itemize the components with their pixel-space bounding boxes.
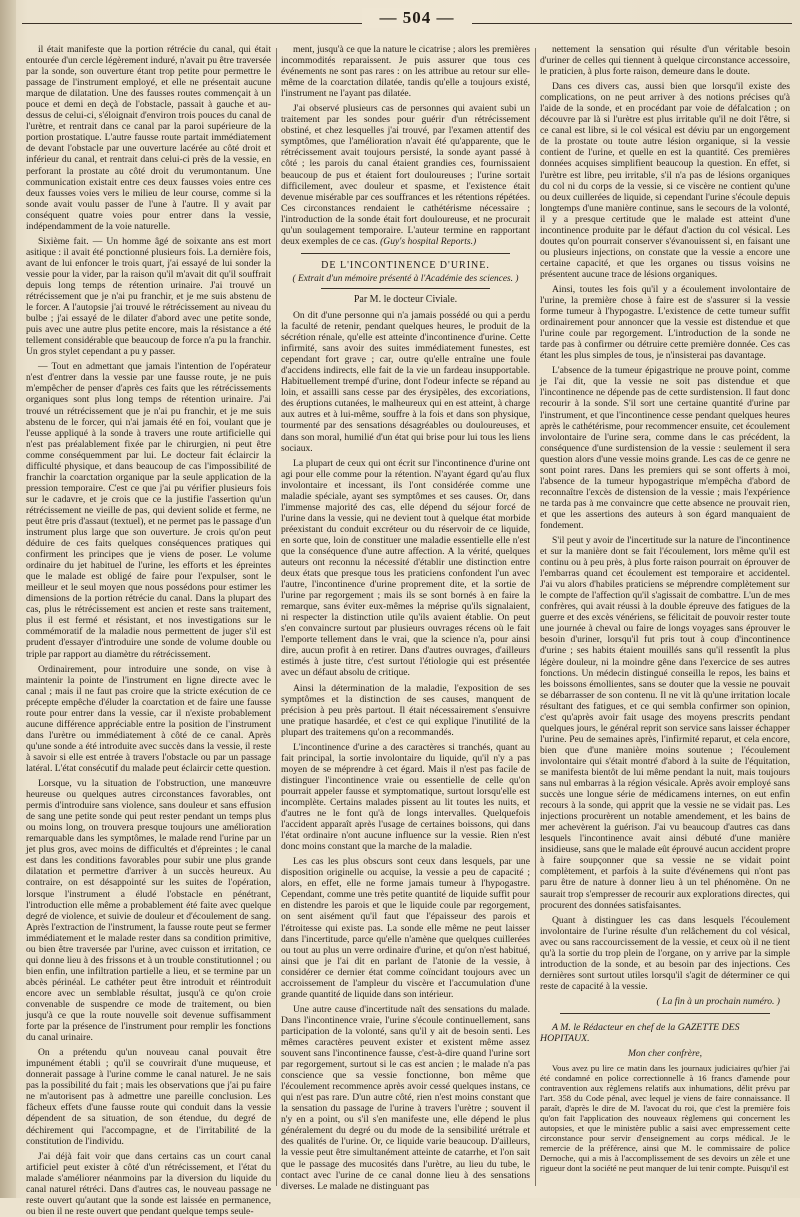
paragraph: nettement la sensation qui résulte d'un véritable besoin d'uriner de celles qui tiennent à quelque circonstance accessoire, le praticien, à plus forte raison, demeure dans le doute. [540,44,790,78]
paragraph: — Tout en admettant que jamais l'intention de l'opérateur n'est d'entrer dans la vessie par une fausse route, je ne puis m'empêcher de penser d'après ces faits que les rétrécissements organiques sont plus long temps de rétention urinaire. J'ai trouvé un rétrécissement que je n'ai pu franchir, et je me suis abstenu de le forcer, qui n'ai jamais été en foi, voulant que je l'eusse appliqué à la sonde à travers une route artificielle qui n'est pas préalablement fixée par le chirurgien, ni peut être comme conséquemment par lui. Le docteur fait éclaircir la difficulté physique, et dans beaucoup de cas l'impossibilité de franchir la coarctation organique par la seule application de la pression temporaire. C'est ce que j'ai pu vérifier plusieurs fois sur le cadavre, et je crois que ce la justifie l'assertion qu'un rétrécissement ne vieille de pas, qui devient solide et ferme, ne peut être pris d'assaut (textuel), et ne permet pas le passage d'un instrument plus large que son ouverture. Je crois qu'on peut déduire de ces faits quelques conséquences pratiques qui confirment les principes que je viens de poser. Le volume ordinaire du jet habituel de l'urine, les efforts et les épreintes que le malade est obligé de faire pour l'expulser, sont le meilleur et le seul moyen que nous possédons pour estimer les dimensions de la portion rétrécie du canal. Dans la plupart des cas, plus le rétrécissement est ancien et reste sans traitement, plus il est fermé et résistant, et nos investigations sur le commémoratif de la maladie nous permettent de juger s'il est prudent d'essayer d'introduire une sonde de volume double ou triple par rapport au diamètre du rétrécissement. [26,361,271,660]
article-separator [301,253,510,254]
title-rule [321,288,490,289]
paragraph: Sixième fait. — Un homme âgé de soixante ans est mort asitique : il avait été ponctionné plusieurs fois. La dernière fois, avant de lui enfoncer le trois quart, j'ai essayé de lui sonder la vessie pour la vider, par la raison qu'il m'avait dit qu'il souffrait depuis long temps de rétention urinaire. J'ai trouvé un rétrécissement que je n'ai pu franchir, et je me suis abstenu de le forcer. A l'autopsie j'ai trouvé le rétrécissement au niveau du bulbe ; j'ai essayé de le dilater d'abord avec une petite sonde, puis avec une autre plus petite encore, mais la résistance a été tellement considérable que beaucoup de force n'a pu la franchir. Un gros stylet cependant a pu y passer. [26,235,271,358]
continuation-note: ( La fin à un prochain numéro. ) [656,995,780,1007]
paragraph-text: J'ai observé plusieurs cas de personnes qui avaient subi un traitement par les sondes pour guérir d'un rétrécissement obstiné, et chez lesquelles j'ai trouvé, par l'examen attentif des symptômes, que l'amélioration n'avait été qu'apparente, que le rétrécissement avait toujours persisté, la sonde ayant passé à côté ; les parois du canal étaient grandies ces, fournissaient beaucoup de pus et étaient fort douloureuses ; l'urine sortait difficilement, avec douleur et spasme, et l'existence était devenue misérable par ces souffrances et les rétentions répétées. Ces circonstances rendaient le cathétérisme nécessaire ; l'introduction de la sonde était fort douloureuse, et ne procurait qu'un soulagement temporaire. L'auteur termine en rapportant deux exemples de ce cas. [281,103,530,247]
article-author: Par M. le docteur Civiale. [353,293,458,305]
paragraph: On dit d'une personne qui n'a jamais possédé ou qui a perdu la faculté de retenir, pendant quelques heures, le produit de la sécrétion rénale, qu'elle est atteinte d'incontinence d'urine. Cette infirmité, sans avoir des suites immédiatement funestes, est cependant fort grave ; car, outre qu'elle entraîne une foule d'accidens indirects, elle fait de la vie un fardeau insupportable. Habituellement trempé d'urine, dont l'odeur infecte se répand au loin, et assailli sans cesse par des érysipèles, des excoriations, des éruptions cutanées, le malheureux qui en est atteint, à charge aux autres et à lui-même, souffre à la fois et dans son physique, tourmenté par des sensations désagréables ou douloureuses, et dans son moral, humilié d'un état qui brise pour lui tous les liens sociaux. [281,309,530,454]
source-citation: (Guy's hospital Reports.) [380,235,477,247]
paragraph: Vous avez pu lire ce matin dans les journaux judiciaires qu'hier j'ai été condamné en police correctionnelle à 16 francs d'amende pour contravention aux règlemens relatifs aux inhumations, délit prévu par l'art. 358 du Code pénal, avec lequel je viens de faire connaissance. Il paraît, d'après le dire de M. l'avocat du roi, que c'est la première fois qu'on fait l'application des nouveaux règlemens qui concernent les autopsies, et que le ministère public a saisi avec empressement cette circonstance pour servir d'enseignement au corps médical. Je le remercie de la préférence, ainsi que M. le commissaire de police Dernoche, qui a mis à l'accomplissement de ses devoirs un zèle et une rigueur dont la société ne peut manquer de lui tenir compte. Puisqu'il est [540,1063,790,1174]
paragraph: L'absence de la tumeur épigastrique ne prouve point, comme je l'ai dit, que la vessie ne soit pas distendue et que l'incontinence ne dépende pas de cette surdistension. Il faut donc recourir à la sonde. S'il sort une certaine quantité d'urine par l'instrument, et que l'incontinence cesse pendant quelques heures après le cathétérisme, pour recommencer ensuite, cet écoulement involontaire de l'urine sera, comme dans le cas précédent, la conséquence d'une surdistension de la vessie : seulement il sera question alors d'une vessie moins grande. Les cas de ce genre ne sont point rares. Dans les premiers qui se sont offerts à moi, l'absence de la tumeur hypogastrique m'empêcha d'abord de reconnaître l'excès de distension de la vessie ; mais l'expérience ne tarda pas à me convaincre que cette absence ne prouvait rien, et que les assertions des auteurs à son égard manquaient de fondement. [540,365,790,531]
paragraph: ment, jusqu'à ce que la nature le cicatrise ; alors les premières incommodités reparaissent. Je puis assurer que tous ces événements ne sont pas rares : on les attribue au retour sur elle-même de la coarctation dilatée, tandis qu'elle a toujours existé, l'instrument ne l'ayant pas dilatée. [281,44,530,100]
paragraph: L'incontinence d'urine a des caractères si tranchés, quant au fait principal, la sortie involontaire du liquide, qu'il n'y a pas moyen de se méprendre à cet égard. Mais il n'est pas facile de distinguer l'incontinence vraie ou essentielle de celle qu'on pourrait appeler fausse et symptomatique, surtout lorsqu'elle est incomplète. Certains malades pissent au lit toutes les nuits, et d'autres ne le font qu'à de longs intervalles. Quelquefois l'accident apparaît après l'usage de certaines boissons, qui dans l'état ordinaire n'ont aucune influence sur la vessie. Rien n'est donc moins constant que la marche de la maladie. [281,741,530,853]
column-3 [540,44,790,1189]
paragraph: Ordinairement, pour introduire une sonde, on vise à maintenir la pointe de l'instrument en ligne directe avec le canal ; mais il ne faut pas croire que la stricte exécution de ce précepte empêche d'éluder la coarctation et de faire une fausse route pour entrer dans la vessie, car il n'existe probablement aucune différence appréciable entre la position de l'instrument dans l'urètre ou immédiatement à côté de ce canal. Après qu'une sonde a été introduite avec succès dans la vessie, il reste à savoir si elle est entrée à travers l'obstacle ou par un passage latéral. L'état consécutif du malade peut éclaircir cette question. [26,663,271,774]
article-title: DE L'INCONTINENCE D'URINE. [321,259,490,271]
page-binding-edge [0,0,16,1198]
page-header [22,6,792,40]
paragraph: Dans ces divers cas, aussi bien que lorsqu'il existe des complications, on ne peut arriver à des notions précises qu'à l'aide de la sonde, et en procédant par voie de défalcation ; on découvre par là si l'urètre est plus irritable qu'il ne doit l'être, si ce canal est libre, si le col vésical est déviu par un engorgement de la prostate ou toute autre lésion organique, si la vessie contient de l'urine, et quelle en est la quantité. Ces premières données acquises simplifient beaucoup la question. En effet, si l'urètre est libre, peu irritable, s'il n'a pas de lésions organiques du col ni du corps de la vessie, si ce viscère ne contient qu'une ou deux cuillerées de liquide, si cependant l'urine s'écoule depuis longtemps d'une manière continue, sans le secours de la volonté, il y a presque certitude que le malade est atteint d'une incontinence produite par le défaut d'action du col vésical. Les doutes qu'on pourrait conserver s'évanouissent si, en faisant une ou plusieurs injections, on constate que la vessie a encore une certaine capacité, et que les organes ou tissus voisins ne présentent aucune trace de lésions organiques. [540,81,790,280]
letter-salutation: Mon cher confrère, [628,1048,702,1060]
page-number: — 504 — [362,8,472,28]
paragraph: il était manifeste que la portion rétrécie du canal, qui était entourée d'un cercle légèrement induré, n'avait pu être traversée par la sonde, son ouverture étant trop petite pour permettre le passage de l'instrument employé, et elle ne présentait aucune marque de dilatation. Une des fausses routes commençait à un pouce et demi en deçà de l'obstacle, passait à gauche et au-dessus de celui-ci, s'éloignait d'environ trois pouces du canal de l'urètre, et rentrait dans ce canal par la paroi supérieure de la portion prostatique. L'autre fausse route partait immédiatement de devant l'obstacle par une ouverture lacérée au côté droit et inférieur du canal, et rentrait dans celui-ci près de la vessie, en perforant la prostate au côté droit du verumontanum. Une communication existait entre ces deux fausses voies entre ces deux fausses voies vers le milieu de leur course, comme si la sonde avait voulu passer de l'une à l'autre. Il y avait par conséquent quatre voies pour entrer dans la vessie, indépendamment de la voie naturelle. [26,44,271,232]
paragraph: Ainsi la détermination de la maladie, l'exposition de ses symptômes et la distinction de ses causes, manquent de précision à peu près partout. Il était nécessairement s'ensuivre une pratique hasardée, et c'est ce qui explique l'inutilité de la plupart des traitemens qu'on a recommandés. [281,682,530,738]
column-divider-2 [535,48,536,1186]
paragraph: Lorsque, vu la situation de l'obstruction, une manœuvre heureuse ou quelques autres circonstances favorables, ont permis d'introduire sans violence, sans douleur et sans effusion de sang une petite sonde qui peut rester pendant un temps plus ou moins long, on trouvera presque toujours une amélioration remarquable dans les symptômes, le malade rend l'urine par un jet plus gros, avec moins de difficultés et d'épreintes ; le canal est dans les conditions favorables pour subir une plus grande dilatation et permettre d'arriver à un succès heureux. Au contraire, on est désappointé sur les suites de l'opération, lorsque l'instrument a éludé l'obstacle en pénétrant, l'introduction elle même a probablement été faite avec quelque degré de violence, et suivie de douleur et d'écoulement de sang. Après l'extraction de l'instrument, la fausse route peut se fermer immédiatement et le malade rester dans sa condition primitive, ou bien être traversée par l'urine, avec cuisson et irritation, ce qui donne lieu à des frissons et à un trouble constitutionnel ; ou bien enfin, une infiltration partielle a lieu, et se termine par un abcès périnéal. Le cathéter peut être introduit et réintroduit encore avec un semblable résultat, jusqu'à ce qu'on croie convenable de suspendre ce mode de traitement, ou bien jusqu'à ce que la route nouvelle soit devenue suffisamment forte par la présence de l'instrument pour remplir les fonctions du canal urinaire. [26,778,271,1044]
paragraph: On a prétendu qu'un nouveau canal pouvait être impunément établi ; qu'il se couvrirait d'une muqueuse, et donnerait passage à l'urine comme le canal naturel. Je ne sais pas la possibilité du fait ; mais les observations que j'ai pu faire ne m'autorisent pas à admettre une pareille conclusion. Les fâcheux effets d'une fausse route qui conduit dans la vessie dépendent de sa situation, de son étendue, du degré de déchirement qui l'accompagne, et de l'irritabilité de la constitution de l'individu. [26,1047,271,1147]
column-divider-1 [276,48,277,1186]
paragraph [281,103,530,247]
paragraph: S'il peut y avoir de l'incertitude sur la nature de l'incontinence et sur la manière dont se fait l'écoulement, lors même qu'il est continu ou à peu près, à plus forte raison pourrait on éprouver de l'embarras quand cet écoulement est temporaire et accidentel. J'ai vu alors d'habiles praticiens se méprendre complètement sur le compte de l'affection qu'il s'agissait de combattre. L'un de mes confrères, qui avait réussi à la double épreuve des fatigues de la guerre et des excès vénériens, se félicitait de pouvoir rester toute une journée à cheval ou faire de longs voyages sans éprouver le besoin d'uriner, lorsqu'il fut pris tout à coup d'incontinence d'urine ; ses habits étaient mouillés sans qu'il ressentît la plus légère douleur, ni la moindre gêne dans l'exercice de ses autres fonctions. Un médecin distingué conseilla le repos, les bains et les boissons émollientes, sans se douter que la vessie ne pouvait se débarrasser de son contenu. Il ne vit là qu'une irritation locale résultant des fatigues, et ce qui sembla confirmer son opinion, c'est qu'après avoir fait usage des moyens prescrits pendant quelques jours, le général reprit son service sans laisser échapper l'urine. Peu de semaines après, l'infirmité reparut, et cela encore, bien que d'une manière moins soutenue ; l'écoulement involontaire qui s'était montré d'abord à la suite de l'équitation, se manifesta bientôt de lui même pendant la nuit, mais toujours sans nul embarras à la région vésicale. Après avoir employé sans succès une longue série de médicamens internes, on eut enfin recours à la sonde, qui apprit que la vessie ne se vidait pas. Les injections procurèrent un notable amendement, et les bains de mer achevèrent la guérison. J'ai vu beaucoup d'autres cas dans lesquels l'incontinence avait ainsi débuté d'une manière insidieuse, sans que le malade eût éprouvé aucun accident propre à faire soupçonner que sa vessie ne se vidait point complètement, et parfois à la suite d'événemens qui n'ont pas paru être de nature à donner lieu à un tel phénomène. On ne saurait trop s'empresser de recourir aux explorations directes, qui procurent des données satisfaisantes. [540,535,790,911]
paragraph: Quant à distinguer les cas dans lesquels l'écoulement involontaire de l'urine résulte d'un relâchement du col vésical, avec ou sans raccourcissement de la vessie, et ceux où il ne tient qu'à la sortie du trop plein de l'organe, on y arrive par la simple introduction de la sonde, et au besoin par des injections. Ces dernières sont surtout utiles lorsqu'il s'agit de déterminer ce qui reste de capacité à la vessie. [540,914,790,992]
paragraph: Ainsi, toutes les fois qu'il y a écoulement involontaire de l'urine, la première chose à faire est de s'assurer si la vessie forme tumeur à l'hypogastre. L'existence de cette tumeur suffit ordinairement pour annoncer que la vessie est distendue et que l'urine coule par regorgement. L'introduction de la sonde ne tarde pas à confirmer ou détruire cette première donnée. Ces cas étant les plus simples de tous, je n'insisterai pas davantage. [540,283,790,362]
column-1 [26,44,271,1217]
paragraph: Les cas les plus obscurs sont ceux dans lesquels, par une disposition originelle ou acquise, la vessie a peu de capacité ; alors, en effet, elle ne forme jamais tumeur à l'hypogastre. Cependant, comme une très petite quantité de liquide suffit pour en distendre les parois et que le liquide coule par regorgement, on sent aisément qu'il faut que l'épaisseur des parois et l'étroitesse qui existe pas. La sonde elle même ne peut laisser dans l'incertitude, parce qu'elle n'amène que quelques cuillerées ou tout au plus un verre ordinaire d'urine, et qu'on n'est habitué, ainsi que je l'ai dit en parlant de l'atonie de la vessie, à considérer ce dernier état comme coïncidant toujours avec un accroissement de l'ampleur du viscère et l'accumulation d'une grande quantité de liquide dans son intérieur. [281,856,530,1000]
paragraph: La plupart de ceux qui ont écrit sur l'incontinence d'urine ont agi pour elle comme pour la rétention. N'ayant égard qu'au flux involontaire et incessant, ils l'ont considérée comme une maladie spéciale, ayant ses symptômes et ses causes. Or, dans l'immense majorité des cas, elle dépend du séjour forcé de l'urine dans la vessie, qui ne devient tout à quelque état morbide préexistant du conduit excréteur ou du réservoir de ce liquide, en sorte que, loin de constituer une maladie essentielle elle n'est que la conséquence d'une autre affection. A la vérité, quelques auteurs ont reconnu la nécessité d'établir une distinction entre deux états que presque tous les praticiens confondent l'un avec l'autre, l'incontinence d'urine proprement dite, et la sortie de l'urine par regorgement ; mais ils se sont bornés à en faire la remarque, sans éviter eux-mêmes la méprise qu'ils signalaient, ni respecter la distinction utile qu'ils avaient établie. On peut s'en convaincre surtout par plusieurs ouvrages récens où le fait l'emporte tellement dans le vrai, que la science n'a, pour ainsi dire, aucun profit à en retirer. Dans d'autres ouvrages, d'ailleurs estimés à juste titre, c'est surtout l'étiologie qui est présentée avec un défaut absolu de critique. [281,457,530,679]
column-2 [281,44,530,1192]
paragraph: J'ai déjà fait voir que dans certains cas un court canal artificiel peut exister à côté d'un rétrécissement, et l'état du malade s'améliorer néanmoins par la diversion du liquide du canal naturel rétréci. Dans d'autres cas, le nouveau passage ne reste ouvert qu'autant que la sonde est laissée en permanence, ou bien il ne reste ouvert que pendant quelque temps seule- [26,1150,271,1217]
article-separator [560,1013,770,1014]
letter-heading: A M. le Rédacteur en chef de la GAZETTE DES HOPITAUX. [540,1021,740,1045]
article-subtitle: ( Extrait d'un mémoire présenté à l'Académie des sciences. ) [292,273,519,284]
paragraph: Une autre cause d'incertitude naît des sensations du malade. Dans l'incontinence vraie, l'urine s'écoule continuellement, sans participation de la volonté, sans qu'il y ait de besoin senti. Les mêmes caractères peuvent exister et existent même assez souvent sans l'incontinence fausse, c'est-à-dire quand l'urine sort par regorgement, surtout si le cas est ancien ; le malade n'a pas conscience que sa vessie fonctionne, bon même que l'écoulement recommence après avoir cessé quelques instans, ce qui n'est pas rare. D'un autre côté, rien n'est moins constant que la sensation du passage de l'urine à travers l'urètre ; souvent il n'y en a point, ou s'il s'en manifeste une, elle dépend le plus généralement du degré ou du mode de la sensibilité urétrale et des qualités de l'urine. Or, ce liquide varie beaucoup. D'ailleurs, la vessie peut être simultanément atteinte de catarrhe, et l'on sait que le passage des mucosités dans l'urètre, au lieu du tube, le contact avec l'urine de ce canal donne lieu à des sensations diverses. Le malade ne distinguant pas [281,1003,530,1192]
letter-body [540,1063,790,1173]
